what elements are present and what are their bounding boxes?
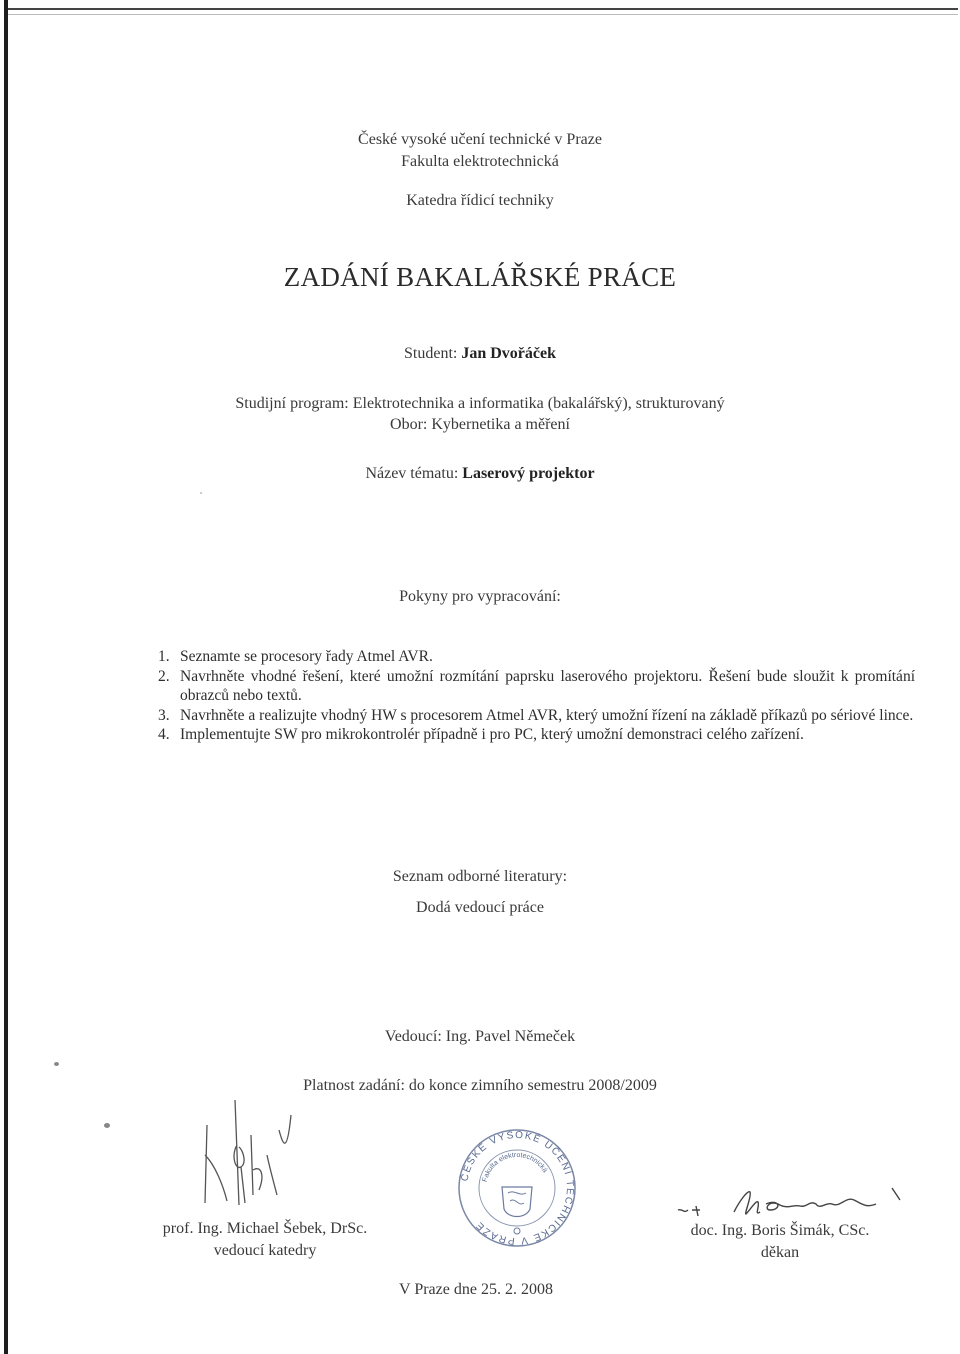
- signatory-role: děkan: [760, 1244, 800, 1261]
- topic-line: [0, 465, 960, 483]
- topic-value: Laserový projektor: [462, 465, 595, 482]
- instruction-item: Seznamte se procesory řady Atmel AVR.: [180, 648, 433, 665]
- place-and-date: V Praze dne 25. 2. 2008: [399, 1281, 553, 1298]
- instruction-item: Navrhněte vhodné řešení, které umožní rozmítání paprsku laserového projektoru. Řešení bude sloužit k promítání obrazců nebo textů.: [180, 667, 915, 704]
- instructions-list: [150, 647, 915, 745]
- instructions-heading: Pokyny pro vypracování:: [399, 588, 561, 605]
- literature-value: Dodá vedoucí práce: [416, 899, 544, 916]
- department-name: Katedra řídicí techniky: [406, 192, 554, 209]
- signature-head-of-department: [195, 1095, 315, 1210]
- signature-block-right: [660, 1220, 900, 1264]
- scan-edge-top-faint: [8, 14, 958, 15]
- faculty-name: Fakulta elektrotechnická: [401, 153, 559, 170]
- signature-block-left: [140, 1218, 390, 1262]
- faculty-seal: [456, 1127, 578, 1249]
- student-label: Student:: [404, 345, 458, 362]
- scan-speck: [104, 1123, 110, 1128]
- scan-edge-top: [8, 8, 958, 10]
- study-program: Studijní program: Elektrotechnika a informatika (bakalářský), strukturovaný: [235, 395, 725, 412]
- scan-speck: [54, 1062, 59, 1066]
- topic-label: Název tématu:: [365, 465, 459, 482]
- scan-speck: [200, 492, 202, 494]
- student-line: [0, 345, 960, 363]
- seal-inner-text: Fakulta elektrotechnická: [481, 1151, 549, 1183]
- supervisor: Vedoucí: Ing. Pavel Němeček: [384, 1028, 576, 1045]
- validity: Platnost zadání: do konce zimního semestru 2008/2009: [303, 1077, 657, 1094]
- seal-outer-text: ČESKÉ VYSOKÉ UČENÍ TECHNICKÉ V PRAZE: [459, 1129, 576, 1247]
- student-name: Jan Dvořáček: [461, 345, 556, 362]
- signatory-name: prof. Ing. Michael Šebek, DrSc.: [162, 1220, 368, 1237]
- instruction-item: Implementujte SW pro mikrokontrolér případně i pro PC, který umožní demonstraci celého zařízení.: [180, 726, 804, 743]
- signatory-name: doc. Ing. Boris Šimák, CSc.: [690, 1222, 870, 1239]
- university-name: České vysoké učení technické v Praze: [358, 131, 602, 148]
- instruction-item: Navrhněte a realizujte vhodný HW s procesorem Atmel AVR, který umožní řízení na základě příkazů po sériové lince.: [180, 706, 914, 724]
- document-title: ZADÁNÍ BAKALÁŘSKÉ PRÁCE: [283, 262, 677, 292]
- signatory-role: vedoucí katedry: [213, 1242, 317, 1259]
- literature-heading: Seznam odborné literatury:: [392, 868, 568, 885]
- study-field: Obor: Kybernetika a měření: [390, 416, 570, 433]
